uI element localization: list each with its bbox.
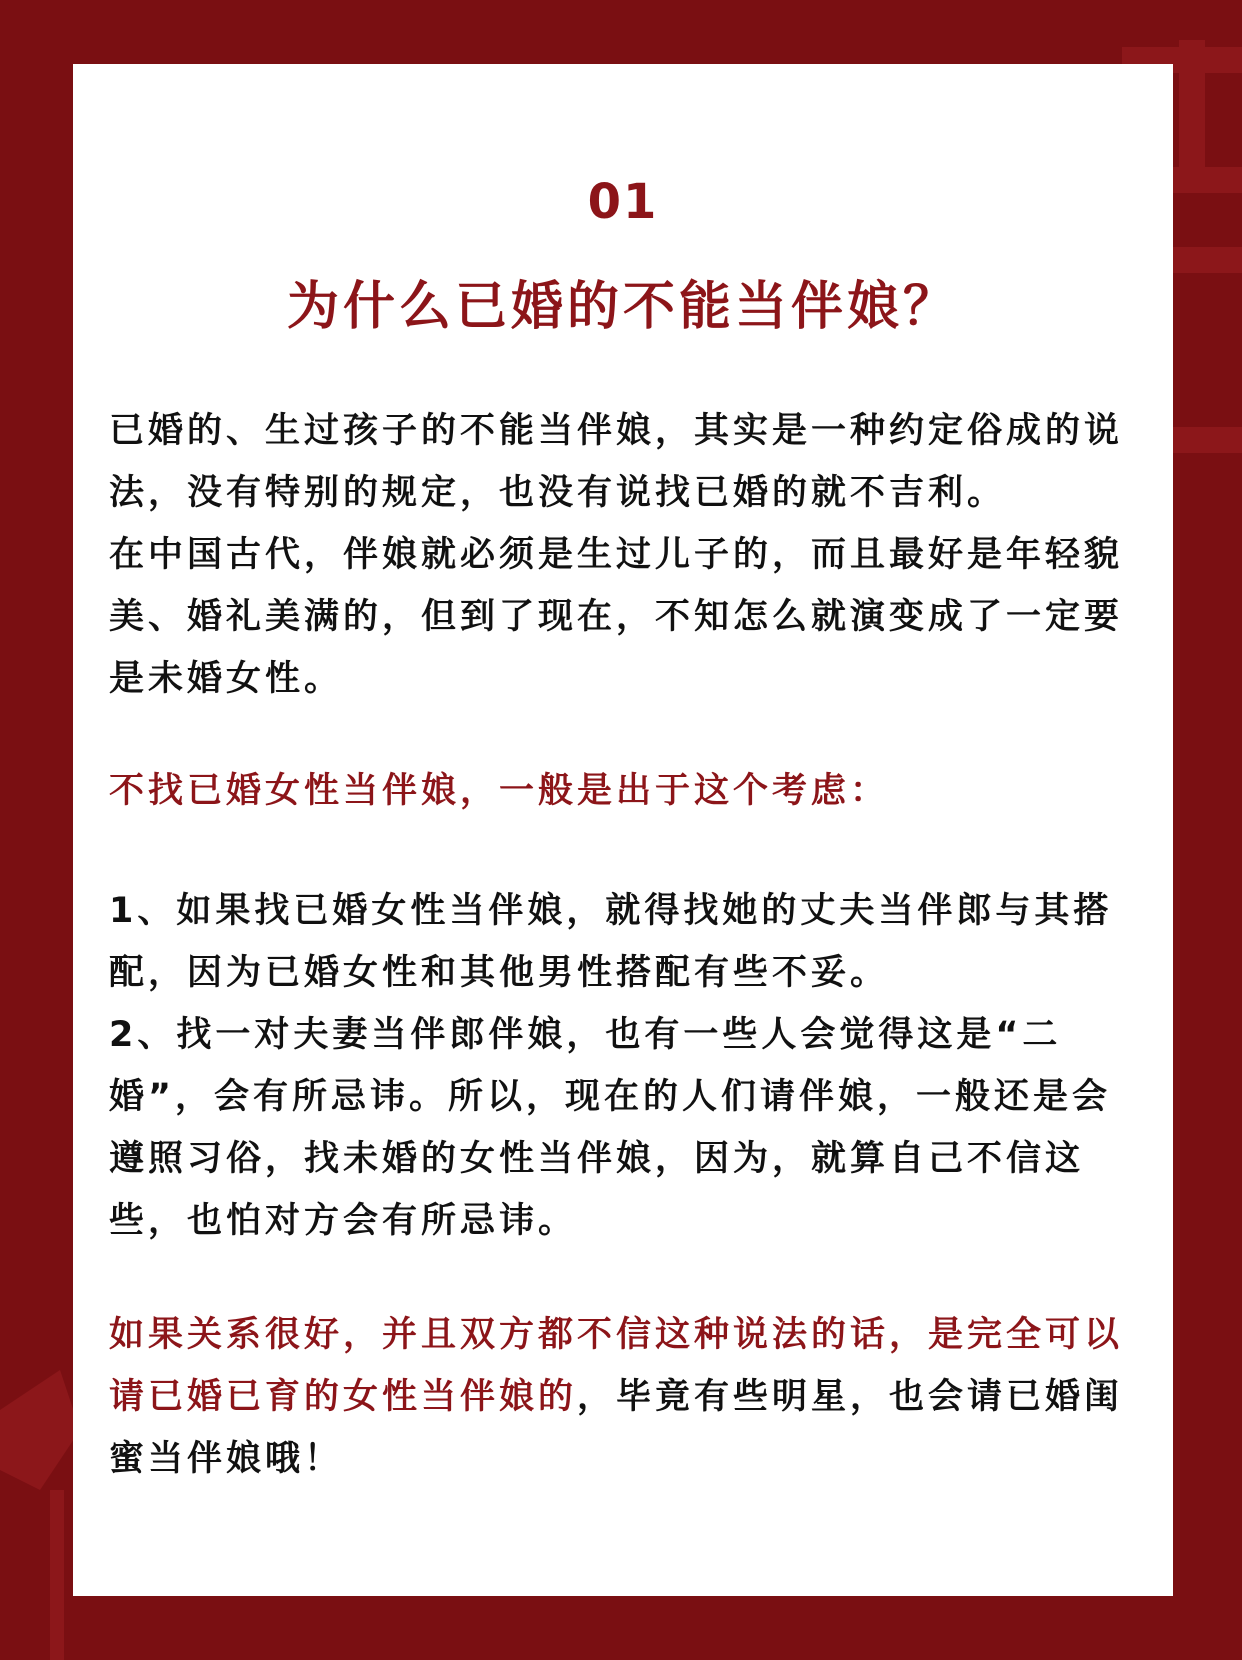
page-title: 为什么已婚的不能当伴娘？ xyxy=(286,277,959,337)
reason-item-2: 2、找一对夫妻当伴郎伴娘，也有一些人会觉得这是“二婚”，会有所忌讳。所以，现在的人们请伴娘，一般还是会遵照习俗，找未婚的女性当伴娘，因为，就算自己不信这些，也怕对方会有所忌讳。 xyxy=(109,1015,1112,1241)
conclusion-rest: ，毕竟有些明星，也会请已婚闺蜜当伴娘哦！ xyxy=(109,1377,1124,1479)
intro-paragraph-2: 在中国古代，伴娘就必须是生过儿子的，而且最好是年轻貌美、婚礼美满的，但到了现在，不知怎么就演变成了一定要是未婚女性。 xyxy=(109,535,1124,699)
intro-section xyxy=(109,400,1139,710)
reasons-list xyxy=(109,880,1139,1252)
conclusion-highlight: 如果关系很好，并且双方都不信这种说法的话，是完全可以请已婚已育的女性当伴娘的 xyxy=(109,1315,1124,1417)
reason-heading: 不找已婚女性当伴娘，一般是出于这个考虑： xyxy=(109,771,890,811)
conclusion-paragraph xyxy=(109,1304,1139,1490)
content-card xyxy=(73,64,1173,1596)
intro-paragraph-1: 已婚的、生过孩子的不能当伴娘，其实是一种约定俗成的说法，没有特别的规定，也没有说找已婚的就不吉利。 xyxy=(109,411,1124,513)
section-number: 01 xyxy=(587,174,659,230)
reason-item-1: 1、如果找已婚女性当伴娘，就得找她的丈夫当伴郎与其搭配，因为已婚女性和其他男性搭配有些不妥。 xyxy=(109,891,1113,993)
